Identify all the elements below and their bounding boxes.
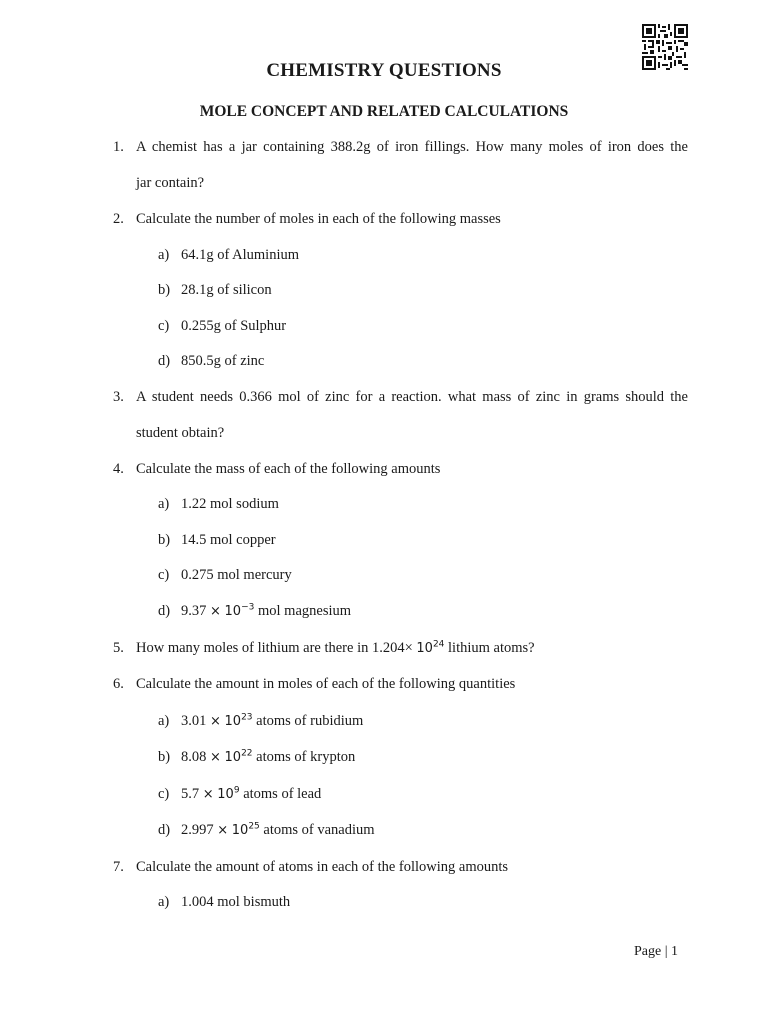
unit-text: mol magnesium bbox=[257, 603, 352, 619]
power-of-ten bbox=[225, 714, 253, 729]
sub-question-text bbox=[181, 786, 321, 803]
question-number: 3. bbox=[113, 389, 124, 405]
coefficient: 9.37 bbox=[181, 603, 207, 619]
base: 10 bbox=[231, 823, 249, 838]
question-text: Calculate the number of moles in each of the following masses bbox=[136, 211, 501, 227]
question-text bbox=[136, 640, 688, 657]
sub-question-label: a) bbox=[158, 496, 170, 512]
times-sign: × bbox=[210, 604, 221, 619]
sub-question-label: a) bbox=[158, 713, 170, 729]
question-3-continuation: student obtain? bbox=[136, 425, 225, 441]
question-text: Calculate the mass of each of the following amounts bbox=[136, 461, 441, 477]
base: 10 bbox=[217, 787, 234, 802]
question-number: 6. bbox=[113, 676, 124, 692]
question-number: 1. bbox=[113, 139, 124, 155]
unit-text: atoms of krypton bbox=[256, 749, 356, 765]
power-of-ten bbox=[225, 750, 253, 765]
page-number: Page | 1 bbox=[634, 944, 679, 959]
exponent: 24 bbox=[432, 639, 445, 650]
times-sign: × bbox=[217, 823, 229, 838]
question-text: Calculate the amount in moles of each of the following quantities bbox=[136, 676, 516, 692]
unit-text: atoms of rubidium bbox=[256, 713, 364, 729]
exponent: 23 bbox=[241, 712, 253, 723]
exponent: 25 bbox=[248, 821, 260, 832]
exponent: 9 bbox=[233, 785, 240, 796]
sub-question-text: 1.004 mol bismuth bbox=[181, 894, 291, 910]
sub-question-text: 14.5 mol copper bbox=[181, 532, 276, 548]
exponent: 22 bbox=[241, 748, 253, 759]
sub-question-label: d) bbox=[158, 603, 171, 619]
power-of-ten bbox=[225, 604, 255, 619]
power-of-ten bbox=[416, 641, 444, 656]
sub-question-text: 0.255g of Sulphur bbox=[181, 318, 287, 334]
sub-question-label: b) bbox=[158, 749, 171, 765]
question-1-continuation: jar contain? bbox=[136, 175, 205, 191]
sub-question-label: d) bbox=[158, 353, 171, 369]
base: 10 bbox=[416, 641, 433, 656]
coefficient: 8.08 bbox=[181, 749, 207, 765]
sub-question-text: 64.1g of Aluminium bbox=[181, 247, 300, 263]
times-sign: × bbox=[202, 787, 214, 802]
sub-question-text: 0.275 mol mercury bbox=[181, 567, 292, 583]
sub-question-text bbox=[181, 713, 363, 730]
exponent: −3 bbox=[241, 602, 255, 613]
sub-question-text: 850.5g of zinc bbox=[181, 353, 265, 369]
question-number: 2. bbox=[113, 211, 124, 227]
question-number: 5. bbox=[113, 640, 124, 656]
sub-question-label: a) bbox=[158, 247, 170, 263]
coefficient: 2.997 bbox=[181, 822, 214, 838]
sub-question-label: b) bbox=[158, 532, 171, 548]
sub-question-text bbox=[181, 603, 351, 620]
coefficient: 5.7 bbox=[181, 786, 200, 802]
question-number: 4. bbox=[113, 461, 124, 477]
sub-question-label: d) bbox=[158, 822, 171, 838]
question-text-prefix: How many moles of lithium are there in 1.204× bbox=[136, 640, 413, 656]
base: 10 bbox=[224, 714, 242, 729]
question-text-suffix: lithium atoms? bbox=[448, 640, 535, 656]
document-title: CHEMISTRY QUESTIONS bbox=[266, 60, 502, 81]
base: 10 bbox=[224, 750, 242, 765]
sub-question-label: c) bbox=[158, 786, 170, 802]
question-text: Calculate the amount of atoms in each of the following amounts bbox=[136, 859, 509, 875]
sub-question-label: b) bbox=[158, 282, 171, 298]
document-subtitle: MOLE CONCEPT AND RELATED CALCULATIONS bbox=[199, 103, 569, 120]
times-sign: × bbox=[210, 750, 221, 765]
coefficient: 3.01 bbox=[181, 713, 207, 729]
sub-question-text bbox=[181, 822, 375, 839]
sub-question-text bbox=[181, 749, 355, 766]
unit-text: atoms of lead bbox=[243, 786, 322, 802]
question-number: 7. bbox=[113, 859, 124, 875]
sub-question-text: 28.1g of silicon bbox=[181, 282, 272, 298]
sub-question-label: a) bbox=[158, 894, 170, 910]
question-text: A student needs 0.366 mol of zinc for a reaction. what mass of zinc in grams should the bbox=[136, 389, 688, 405]
sub-question-label: c) bbox=[158, 318, 170, 334]
unit-text: atoms of vanadium bbox=[263, 822, 375, 838]
question-text: A chemist has a jar containing 388.2g of iron fillings. How many moles of iron does the bbox=[136, 139, 688, 155]
power-of-ten bbox=[232, 823, 260, 838]
sub-question-label: c) bbox=[158, 567, 170, 583]
times-sign: × bbox=[210, 714, 221, 729]
sub-question-text: 1.22 mol sodium bbox=[181, 496, 279, 512]
base: 10 bbox=[224, 604, 242, 619]
power-of-ten bbox=[217, 787, 239, 802]
